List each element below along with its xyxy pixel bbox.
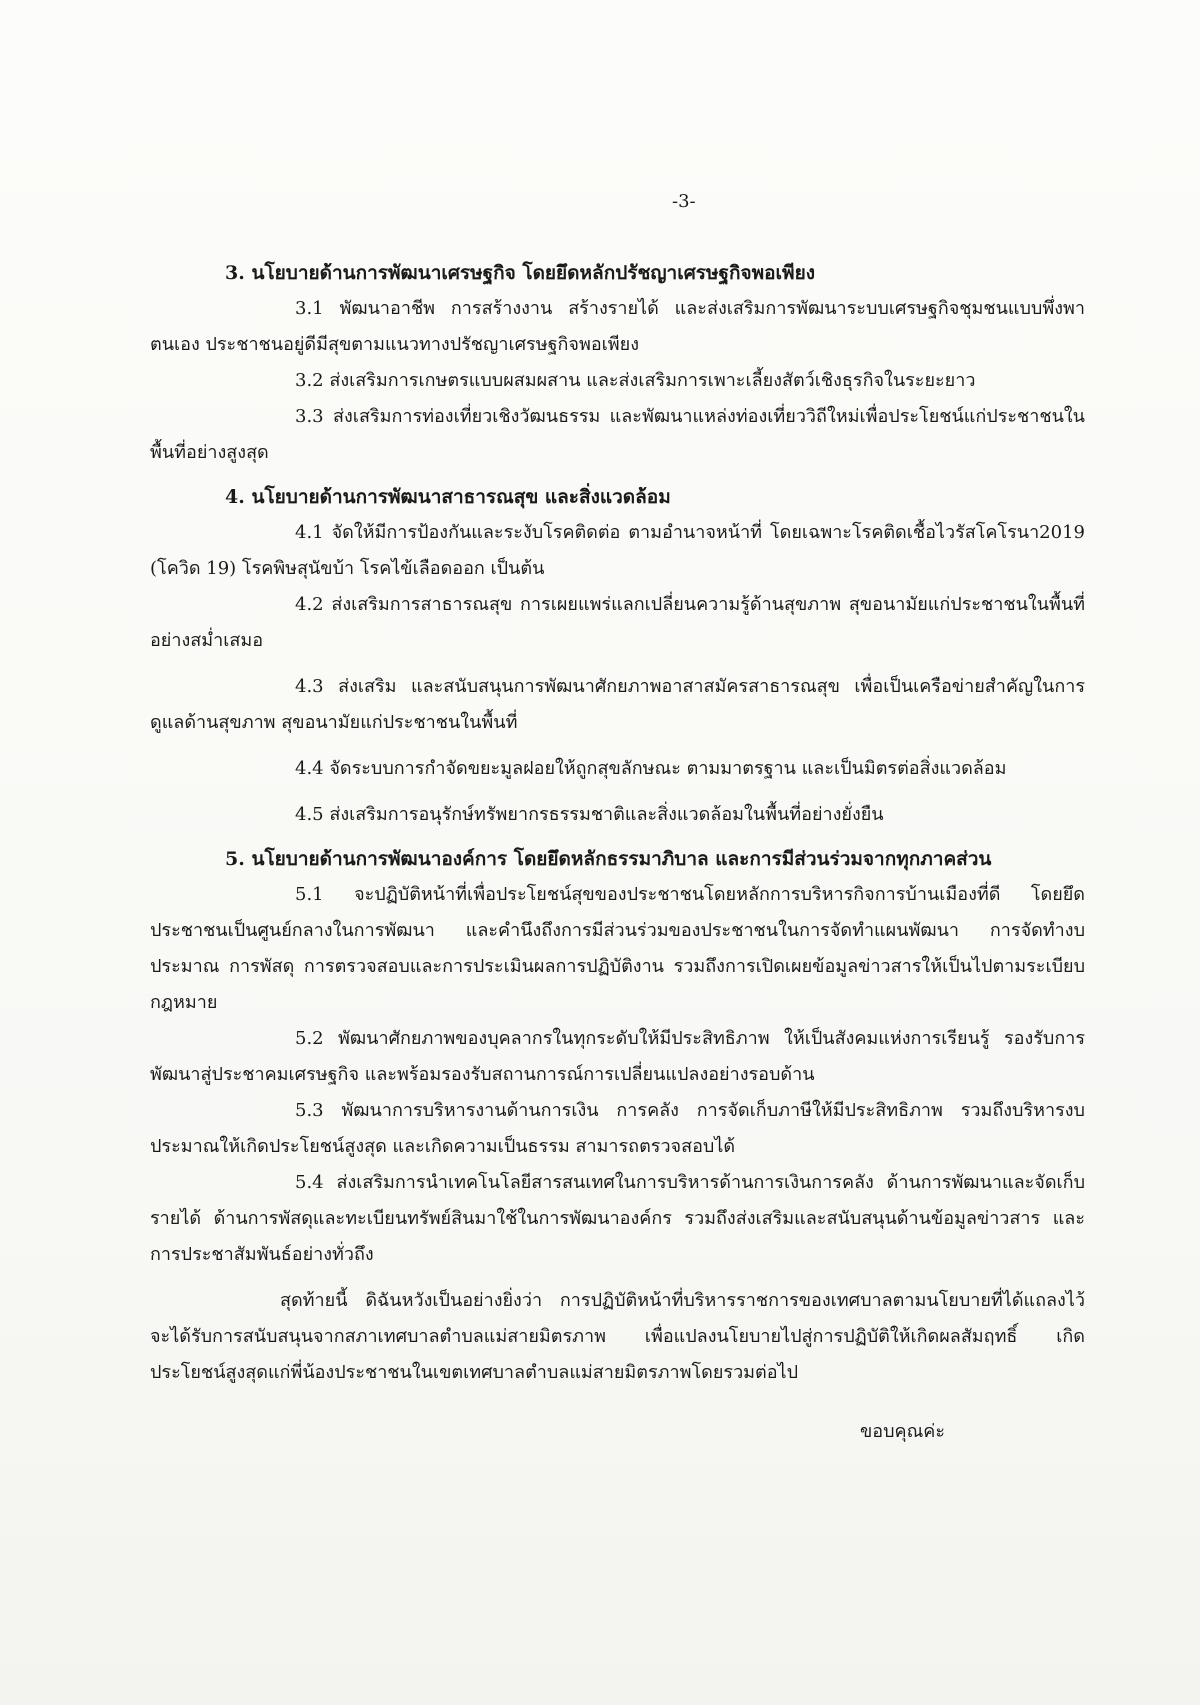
policy-item: 3.3 ส่งเสริมการท่องเที่ยวเชิงวัฒนธรรม และพัฒนาแหล่งท่องเที่ยววิถีใหม่เพื่อประโยชน์แก่ประชาชนในพื้นที่อย่างสูงสุด [150,406,1085,463]
section-heading: 3. นโยบายด้านการพัฒนาเศรษฐกิจ โดยยึดหลักปรัชญาเศรษฐกิจพอเพียง [225,262,815,284]
page-number: -3- [672,191,696,212]
signoff-text: ขอบคุณค่ะ [860,1421,945,1442]
section-public-health-policy [150,479,1085,833]
policy-item: 5.2 พัฒนาศักยภาพของบุคลากรในทุกระดับให้มีประสิทธิภาพ ให้เป็นสังคมแห่งการเรียนรู้ รองรับการพัฒนาสู่ประชาคมเศรษฐกิจ และพร้อมรองรับสถานการณ์การเปลี่ยนแปลงอย่างรอบด้าน [150,1028,1085,1085]
policy-item: 5.4 ส่งเสริมการนำเทคโนโลยีสารสนเทศในการบริหารด้านการเงินการคลัง ด้านการพัฒนาและจัดเก็บรายได้ ด้านการพัสดุและทะเบียนทรัพย์สินมาใช้ในการพัฒนาองค์กร รวมถึงส่งเสริมและสนับสนุนด้านข้อมูลข่าวสาร และการประชาสัมพันธ์อย่างทั่วถึง [150,1172,1085,1265]
policy-content [150,255,1085,1391]
policy-item: 4.5 ส่งเสริมการอนุรักษ์ทรัพยากรธรรมชาติและสิ่งแวดล้อมในพื้นที่อย่างยั่งยืน [295,804,884,825]
policy-item: 3.2 ส่งเสริมการเกษตรแบบผสมผสาน และส่งเสริมการเพาะเลี้ยงสัตว์เชิงธุรกิจในระยะยาว [295,370,976,391]
policy-item: 4.2 ส่งเสริมการสาธารณสุข การเผยแพร่แลกเปลี่ยนความรู้ด้านสุขภาพ สุขอนามัยแก่ประชาชนในพื้นที่อย่างสม่ำเสมอ [150,594,1085,651]
section-economic-policy [150,255,1085,471]
closing-paragraph: สุดท้ายนี้ ดิฉันหวังเป็นอย่างยิ่งว่า การปฏิบัติหน้าที่บริหารราชการของเทศบาลตามนโยบายที่ได้แถลงไว้ จะได้รับการสนับสนุนจากสภาเทศบาลตำบลแม่สายมิตรภาพ เพื่อแปลงนโยบายไปสู่การปฏิบัติให้เกิดผลสัมฤทธิ์ เกิดประโยชน์สูงสุดแก่พี่น้องประชาชนในเขตเทศบาลตำบลแม่สายมิตรภาพโดยรวมต่อไป [150,1290,1085,1383]
section-organization-policy [150,841,1085,1273]
policy-item: 4.4 จัดระบบการกำจัดขยะมูลฝอยให้ถูกสุขลักษณะ ตามมาตรฐาน และเป็นมิตรต่อสิ่งแวดล้อม [295,758,1007,779]
policy-item: 4.3 ส่งเสริม และสนับสนุนการพัฒนาศักยภาพอาสาสมัครสาธารณสุข เพื่อเป็นเครือข่ายสำคัญในการดูแลด้านสุขภาพ สุขอนามัยแก่ประชาชนในพื้นที่ [150,676,1085,733]
policy-item: 5.1 จะปฏิบัติหน้าที่เพื่อประโยชน์สุขของประชาชนโดยหลักการบริหารกิจการบ้านเมืองที่ดี โดยยึดประชาชนเป็นศูนย์กลางในการพัฒนา และคำนึงถึงการมีส่วนร่วมของประชาชนในการจัดทำแผนพัฒนา การจัดทำงบประมาณ การพัสดุ การตรวจสอบและการประเมินผลการปฏิบัติงาน รวมถึงการเปิดเผยข้อมูลข่าวสารให้เป็นไปตามระเบียบกฎหมาย [150,884,1085,1013]
section-heading: 5. นโยบายด้านการพัฒนาองค์การ โดยยึดหลักธรรมาภิบาล และการมีส่วนร่วมจากทุกภาคส่วน [225,848,992,870]
section-heading: 4. นโยบายด้านการพัฒนาสาธารณสุข และสิ่งแวดล้อม [225,486,671,508]
policy-item: 4.1 จัดให้มีการป้องกันและระงับโรคติดต่อ ตามอำนาจหน้าที่ โดยเฉพาะโรคติดเชื้อไวรัสโคโรนา2019 (โควิด 19) โรคพิษสุนัขบ้า โรคไข้เลือดออก เป็นต้น [150,522,1085,579]
policy-item: 3.1 พัฒนาอาชีพ การสร้างงาน สร้างรายได้ และส่งเสริมการพัฒนาระบบเศรษฐกิจชุมชนแบบพึ่งพาตนเอง ประชาชนอยู่ดีมีสุขตามแนวทางปรัชญาเศรษฐกิจพอเพียง [150,298,1085,355]
policy-item: 5.3 พัฒนาการบริหารงานด้านการเงิน การคลัง การจัดเก็บภาษีให้มีประสิทธิภาพ รวมถึงบริหารงบประมาณให้เกิดประโยชน์สูงสุด และเกิดความเป็นธรรม สามารถตรวจสอบได้ [150,1100,1085,1157]
